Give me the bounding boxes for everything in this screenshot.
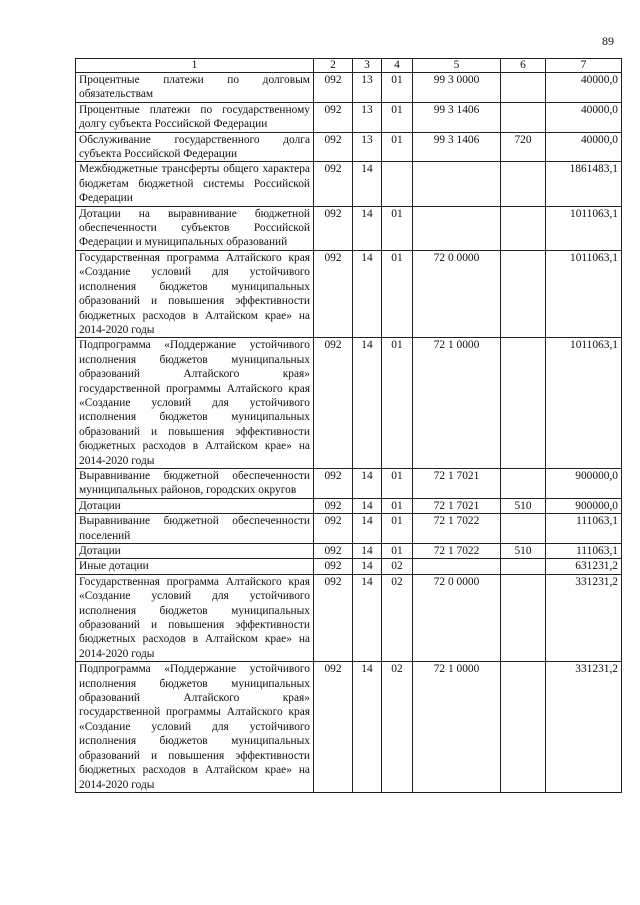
cell-name: Дотации [76,544,314,559]
cell-name: Процентные платежи по долговым обязательствам [76,73,314,103]
cell-amount: 1011063,1 [546,206,622,250]
cell-expense-type-code [501,338,546,469]
cell-subsection-code: 01 [382,102,413,132]
cell-ministry-code: 092 [314,102,353,132]
cell-expense-type-code: 720 [501,132,546,162]
table-body [76,73,622,793]
table-row [76,544,622,559]
cell-section-code: 13 [353,73,382,103]
cell-expense-type-code [501,559,546,574]
cell-subsection-code: 01 [382,544,413,559]
cell-ministry-code: 092 [314,662,353,793]
table-row [76,250,622,337]
table-row [76,102,622,132]
cell-expense-type-code [501,162,546,206]
cell-subsection-code: 01 [382,132,413,162]
cell-section-code: 14 [353,574,382,661]
cell-section-code: 14 [353,662,382,793]
cell-amount: 111063,1 [546,544,622,559]
cell-amount: 631231,2 [546,559,622,574]
cell-target-item-code: 72 1 0000 [413,662,501,793]
cell-name: Выравнивание бюджетной обеспеченности муниципальных районов, городских округов [76,468,314,498]
cell-target-item-code: 72 1 0000 [413,338,501,469]
cell-amount: 900000,0 [546,468,622,498]
cell-expense-type-code [501,514,546,544]
cell-expense-type-code [501,250,546,337]
cell-section-code: 14 [353,559,382,574]
cell-amount: 1011063,1 [546,338,622,469]
cell-subsection-code: 01 [382,514,413,544]
cell-name: Государственная программа Алтайского края «Создание условий для устойчивого исполнения бюджетов муниципальных образований и повышения эффективности бюджетных расходов в Алтайском крае» на 2014-2020 годы [76,574,314,661]
cell-expense-type-code [501,574,546,661]
cell-target-item-code: 72 1 7022 [413,544,501,559]
cell-target-item-code: 99 3 0000 [413,73,501,103]
cell-ministry-code: 092 [314,132,353,162]
cell-section-code: 14 [353,206,382,250]
cell-name: Обслуживание государственного долга субъекта Российской Федерации [76,132,314,162]
cell-section-code: 14 [353,468,382,498]
table-row [76,662,622,793]
cell-name: Государственная программа Алтайского края «Создание условий для устойчивого исполнения бюджетов муниципальных образований и повышения эффективности бюджетных расходов в Алтайском крае» на 2014-2020 годы [76,250,314,337]
column-header-7: 7 [546,59,622,73]
cell-expense-type-code [501,73,546,103]
table-row [76,132,622,162]
cell-target-item-code [413,559,501,574]
column-header-2: 2 [314,59,353,73]
cell-subsection-code: 02 [382,574,413,661]
cell-subsection-code: 01 [382,468,413,498]
cell-name: Межбюджетные трансферты общего характера бюджетам бюджетной системы Российской Федерации [76,162,314,206]
cell-subsection-code: 01 [382,206,413,250]
cell-section-code: 14 [353,514,382,544]
cell-ministry-code: 092 [314,514,353,544]
cell-expense-type-code [501,102,546,132]
table-row [76,468,622,498]
cell-section-code: 14 [353,498,382,513]
cell-ministry-code: 092 [314,498,353,513]
cell-target-item-code: 72 1 7022 [413,514,501,544]
cell-section-code: 14 [353,250,382,337]
cell-target-item-code [413,206,501,250]
cell-expense-type-code: 510 [501,544,546,559]
table-row [76,206,622,250]
cell-subsection-code: 01 [382,250,413,337]
cell-name: Иные дотации [76,559,314,574]
cell-subsection-code: 01 [382,338,413,469]
cell-amount: 1861483,1 [546,162,622,206]
cell-expense-type-code [501,206,546,250]
cell-target-item-code: 72 1 7021 [413,498,501,513]
table-row [76,338,622,469]
cell-section-code: 13 [353,132,382,162]
cell-amount: 331231,2 [546,662,622,793]
cell-subsection-code: 02 [382,662,413,793]
cell-amount: 900000,0 [546,498,622,513]
cell-ministry-code: 092 [314,73,353,103]
table-row [76,559,622,574]
cell-name: Процентные платежи по государственному долгу субъекта Российской Федерации [76,102,314,132]
column-header-3: 3 [353,59,382,73]
cell-ministry-code: 092 [314,559,353,574]
cell-name: Выравнивание бюджетной обеспеченности поселений [76,514,314,544]
cell-subsection-code: 02 [382,559,413,574]
cell-ministry-code: 092 [314,468,353,498]
column-header-6: 6 [501,59,546,73]
cell-amount: 40000,0 [546,132,622,162]
column-header-1: 1 [76,59,314,73]
cell-ministry-code: 092 [314,338,353,469]
cell-target-item-code: 72 1 7021 [413,468,501,498]
table-row [76,162,622,206]
cell-expense-type-code [501,468,546,498]
table-row [76,574,622,661]
table-header-row [76,59,622,73]
cell-target-item-code: 99 3 1406 [413,102,501,132]
column-header-4: 4 [382,59,413,73]
cell-subsection-code [382,162,413,206]
cell-amount: 1011063,1 [546,250,622,337]
cell-ministry-code: 092 [314,544,353,559]
cell-name: Дотации на выравнивание бюджетной обеспеченности субъектов Российской Федерации и муниципальных образований [76,206,314,250]
cell-ministry-code: 092 [314,250,353,337]
column-header-5: 5 [413,59,501,73]
table-row [76,514,622,544]
cell-amount: 40000,0 [546,102,622,132]
cell-subsection-code: 01 [382,498,413,513]
cell-subsection-code: 01 [382,73,413,103]
cell-target-item-code: 99 3 1406 [413,132,501,162]
cell-target-item-code [413,162,501,206]
cell-ministry-code: 092 [314,162,353,206]
cell-name: Подпрограмма «Поддержание устойчивого исполнения бюджетов муниципальных образований Алтайского края» государственной программы Алтайского края «Создание условий для устойчивого исполнения бюджетов муниципальных образований и повышения эффективности бюджетных расходов в Алтайском крае» на 2014-2020 годы [76,662,314,793]
table-row [76,498,622,513]
page-number: 89 [602,34,614,48]
cell-target-item-code: 72 0 0000 [413,574,501,661]
cell-section-code: 13 [353,102,382,132]
cell-ministry-code: 092 [314,574,353,661]
cell-name: Подпрограмма «Поддержание устойчивого исполнения бюджетов муниципальных образований Алтайского края» государственной программы Алтайского края «Создание условий для устойчивого исполнения бюджетов муниципальных образований и повышения эффективности бюджетных расходов в Алтайском крае» на 2014-2020 годы [76,338,314,469]
cell-amount: 40000,0 [546,73,622,103]
cell-amount: 331231,2 [546,574,622,661]
cell-name: Дотации [76,498,314,513]
cell-expense-type-code: 510 [501,498,546,513]
cell-section-code: 14 [353,162,382,206]
cell-section-code: 14 [353,544,382,559]
cell-expense-type-code [501,662,546,793]
table-row [76,73,622,103]
cell-target-item-code: 72 0 0000 [413,250,501,337]
cell-ministry-code: 092 [314,206,353,250]
budget-table [75,58,622,793]
cell-section-code: 14 [353,338,382,469]
cell-amount: 111063,1 [546,514,622,544]
